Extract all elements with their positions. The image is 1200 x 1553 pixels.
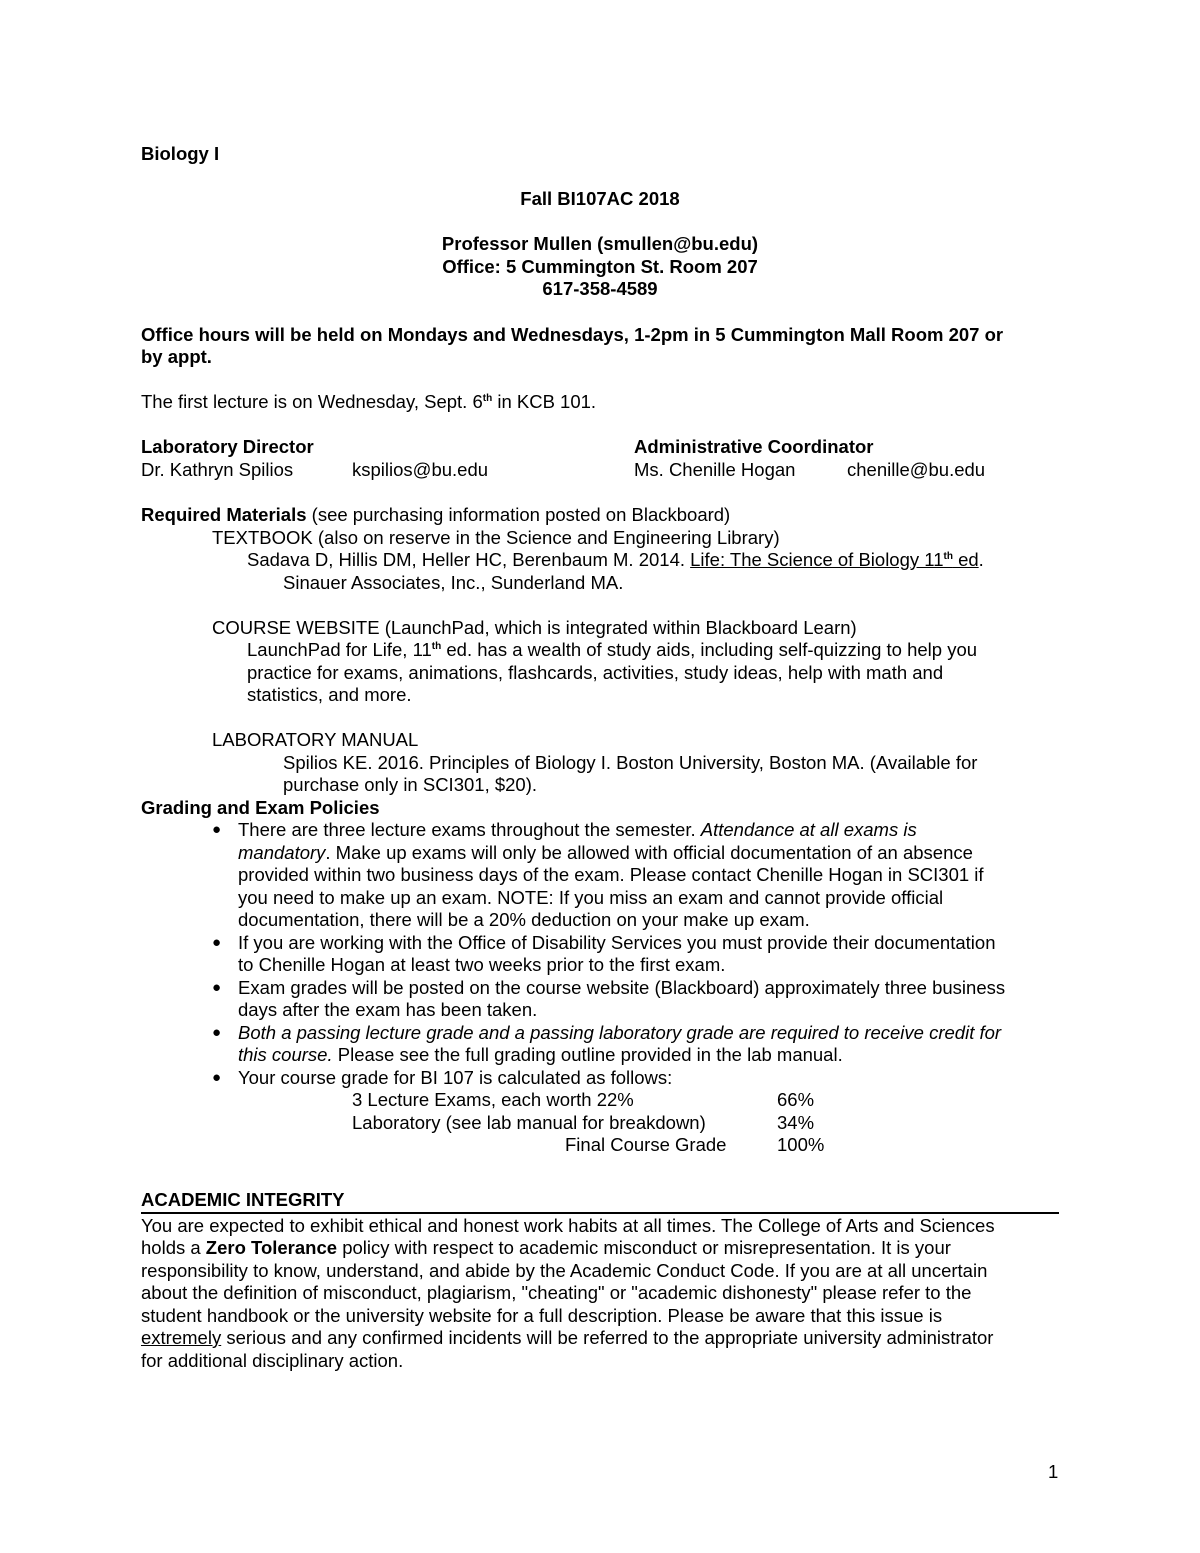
grading-heading: Grading and Exam Policies	[141, 797, 380, 818]
bullet-icon: ●	[212, 821, 222, 838]
course-website-line-1: LaunchPad for Life, 11th ed. has a wealth of study aids, including self-quizzing to help you	[247, 639, 978, 660]
integrity-line-5: student handbook or the university website for a full description. Please be aware that this issue is	[141, 1305, 943, 1326]
admin-coordinator-name: Ms. Chenille Hogan	[634, 459, 796, 480]
grading-bullet-3-line-1: Exam grades will be posted on the course website (Blackboard) approximately three business	[238, 977, 1006, 998]
office-hours-line-1: Office hours will be held on Mondays and Wednesdays, 1-2pm in 5 Cummington Mall Room 207 or	[141, 324, 1004, 345]
integrity-line-7: for additional disciplinary action.	[141, 1350, 404, 1371]
phone-line: 617-358-4589	[542, 278, 658, 299]
integrity-line-2: holds a Zero Tolerance policy with respect to academic misconduct or misrepresentation. It is your	[141, 1237, 951, 1258]
integrity-line-4: about the definition of misconduct, plagiarism, "cheating" or "academic dishonesty" please refer to the	[141, 1282, 972, 1303]
lab-manual-line-1: Spilios KE. 2016. Principles of Biology I. Boston University, Boston MA. (Available for	[283, 752, 978, 773]
grade-row-label: Final Course Grade	[565, 1134, 727, 1155]
lab-director-email: kspilios@bu.edu	[352, 459, 489, 480]
grading-bullet-4-line-2: this course. Please see the full grading outline provided in the lab manual.	[238, 1044, 843, 1065]
course-website-line-2: practice for exams, animations, flashcards, activities, study ideas, help with math and	[247, 662, 944, 683]
grading-bullet-1-line-1: There are three lecture exams throughout the semester. Attendance at all exams is	[238, 819, 917, 840]
bullet-icon: ●	[212, 1069, 222, 1086]
academic-integrity-heading: ACADEMIC INTEGRITY	[141, 1189, 345, 1210]
integrity-line-3: responsibility to know, understand, and abide by the Academic Conduct Code. If you are at all uncertain	[141, 1260, 988, 1281]
integrity-line-1: You are expected to exhibit ethical and honest work habits at all times. The College of Arts and Sciences	[141, 1215, 995, 1236]
integrity-line-6: extremely serious and any confirmed incidents will be referred to the appropriate university administrator	[141, 1327, 994, 1348]
grading-bullet-5-line-1: Your course grade for BI 107 is calculated as follows:	[238, 1067, 673, 1088]
bullet-icon: ●	[212, 934, 222, 951]
grading-bullet-2-line-1: If you are working with the Office of Disability Services you must provide their documentation	[238, 932, 996, 953]
admin-coordinator-heading: Administrative Coordinator	[634, 436, 874, 457]
grading-bullet-1-line-5: documentation, there will be a 20% deduction on your make up exam.	[238, 909, 810, 930]
grade-row-value: 34%	[777, 1112, 815, 1133]
admin-coordinator-email: chenille@bu.edu	[847, 459, 986, 480]
textbook-citation: Sadava D, Hillis DM, Heller HC, Berenbaum M. 2014. Life: The Science of Biology 11th ed.	[247, 549, 984, 570]
bullet-icon: ●	[212, 979, 222, 996]
page-number: 1	[1048, 1461, 1059, 1482]
professor-line: Professor Mullen (smullen@bu.edu)	[441, 233, 759, 254]
required-materials-line: Required Materials (see purchasing information posted on Blackboard)	[141, 504, 731, 525]
lab-director-name: Dr. Kathryn Spilios	[141, 459, 294, 480]
textbook-heading: TEXTBOOK (also on reserve in the Science and Engineering Library)	[212, 527, 780, 548]
course-website-line-3: statistics, and more.	[247, 684, 412, 705]
lab-manual-line-2: purchase only in SCI301, $20).	[283, 774, 538, 795]
first-lecture-line: The first lecture is on Wednesday, Sept. 6th in KCB 101.	[141, 391, 597, 412]
office-line: Office: 5 Cummington St. Room 207	[442, 256, 758, 277]
lab-director-heading: Laboratory Director	[141, 436, 314, 457]
bullet-icon: ●	[212, 1024, 222, 1041]
grading-bullet-1-line-4: you need to make up an exam. NOTE: If you miss an exam and cannot provide official	[238, 887, 944, 908]
textbook-publisher: Sinauer Associates, Inc., Sunderland MA.	[283, 572, 624, 593]
office-hours-line-2: by appt.	[141, 346, 212, 367]
grading-bullet-4-line-1: Both a passing lecture grade and a passing laboratory grade are required to receive credit for	[238, 1022, 1002, 1043]
grading-bullet-1-line-3: provided within two business days of the exam. Please contact Chenille Hogan in SCI301 if	[238, 864, 984, 885]
grade-row-value: 100%	[777, 1134, 825, 1155]
course-term: Fall BI107AC 2018	[520, 188, 680, 209]
grade-row-value: 66%	[777, 1089, 815, 1110]
course-name: Biology I	[141, 143, 220, 164]
grading-bullet-1-line-2: mandatory. Make up exams will only be allowed with official documentation of an absence	[238, 842, 973, 863]
course-website-heading: COURSE WEBSITE (LaunchPad, which is integrated within Blackboard Learn)	[212, 617, 857, 638]
lab-manual-heading: LABORATORY MANUAL	[212, 729, 419, 750]
grade-row-label: Laboratory (see lab manual for breakdown)	[352, 1112, 706, 1133]
grade-row-label: 3 Lecture Exams, each worth 22%	[352, 1089, 634, 1110]
section-divider	[141, 1212, 1059, 1214]
grading-bullet-2-line-2: to Chenille Hogan at least two weeks prior to the first exam.	[238, 954, 726, 975]
grading-bullet-3-line-2: days after the exam has been taken.	[238, 999, 538, 1020]
